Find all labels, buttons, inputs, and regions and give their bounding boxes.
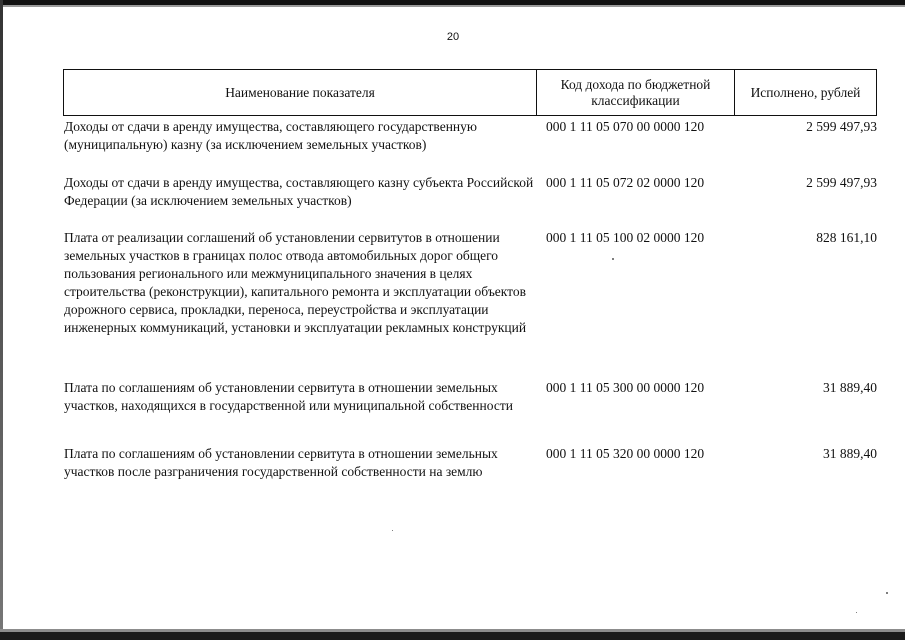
scan-border-left xyxy=(0,0,3,640)
header-name: Наименование показателя xyxy=(225,84,375,100)
row-name: Доходы от сдачи в аренду имущества, составляющего казну субъекта Российской Федерации (за исключением земельных участков) xyxy=(64,175,534,208)
scan-border-bottom xyxy=(0,632,905,640)
row-amount: 2 599 497,93 xyxy=(806,175,877,190)
header-amount: Исполнено, рублей xyxy=(734,70,876,115)
row-name: Плата по соглашениям об установлении сервитута в отношении земельных участков, находящихся в государственной или муниципальной собственности xyxy=(64,380,513,413)
row-name: Доходы от сдачи в аренду имущества, составляющего государственную (муниципальную) казну (за исключением земельных участков) xyxy=(64,119,477,152)
scan-speck xyxy=(612,258,614,260)
row-code: 000 1 11 05 320 00 0000 120 xyxy=(546,446,705,461)
row-amount: 2 599 497,93 xyxy=(806,119,877,134)
row-code: 000 1 11 05 300 00 0000 120 xyxy=(546,380,705,395)
row-amount: 31 889,40 xyxy=(823,380,877,395)
row-code: 000 1 11 05 100 02 0000 120 xyxy=(546,230,705,245)
scan-border-top-shadow xyxy=(0,5,905,7)
scan-speck xyxy=(886,592,888,594)
row-name: Плата от реализации соглашений об установлении сервитутов в отношении земельных участков в границах полос отвода автомобильных дорог общего пользования регионального или межмуниципального значения в целях строительства (реконструкции), капитального ремонта и эксплуатации объектов дорожного сервиса, прокладки, переноса, переустройства и эксплуатации инженерных коммуникаций, установки и эксплуатации рекламных конструкций xyxy=(64,230,527,335)
table-header xyxy=(63,69,877,116)
row-code: 000 1 11 05 072 02 0000 120 xyxy=(546,175,705,190)
header-code: Код дохода по бюджетной классификации xyxy=(536,70,734,115)
row-amount: 31 889,40 xyxy=(823,446,877,461)
row-name: Плата по соглашениям об установлении сервитута в отношении земельных участков после разграничения государственной собственности на землю xyxy=(64,446,498,479)
row-code: 000 1 11 05 070 00 0000 120 xyxy=(546,119,705,134)
scan-speck xyxy=(856,612,857,613)
row-amount: 828 161,10 xyxy=(816,230,877,245)
page-number: 20 xyxy=(446,31,460,43)
scan-speck xyxy=(392,530,393,531)
